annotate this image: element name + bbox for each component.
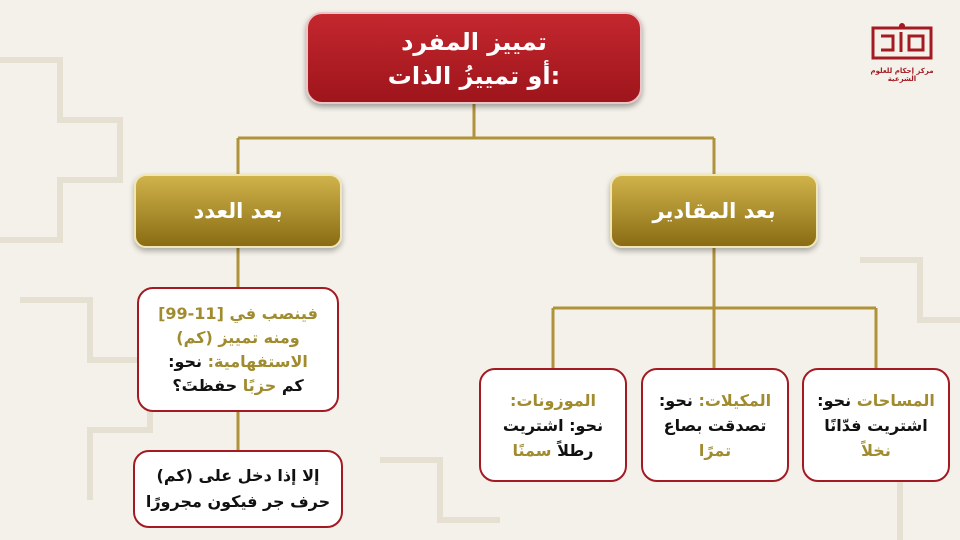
number-rule-line4b: حزبًا (242, 375, 277, 395)
leaf-areas-nahw: نحو: (817, 390, 857, 410)
leaf-measures (641, 368, 789, 482)
leaf-weights-line3 (513, 438, 594, 463)
root-title-line1: تمييز المفرد (401, 28, 547, 56)
leaf-measures-nahw: نحو: (658, 390, 699, 410)
number-rule-line3b: نحو: (168, 351, 208, 371)
root-node (306, 12, 642, 104)
leaf-measures-line2: تصدقت بصاع (663, 415, 767, 435)
leaf-areas-label: المساحات (856, 390, 935, 410)
number-rule-line1: فينصب في [11-99] (158, 303, 318, 323)
root-title-line2: أو تمييزُ الذات: (387, 62, 561, 90)
leaf-weights-line3b: سمنًا (512, 440, 552, 460)
leaf-areas-line2: اشتريت فدّانًا (824, 415, 928, 435)
logo-text: مركز إحكام للعلوم الشرعية (870, 67, 934, 83)
leaf-measures-label: المكيلات: (698, 390, 772, 410)
leaf-areas-line3: نخلاً (861, 440, 891, 460)
branch-after-number (134, 174, 342, 248)
number-rule-line3 (168, 350, 308, 374)
number-rule-line4a: كم (276, 375, 304, 395)
leaf-measures-line3: تمرًا (698, 440, 732, 460)
leaf-weights-label: الموزونات: (510, 390, 596, 410)
leaf-areas (802, 368, 950, 482)
leaf-weights (479, 368, 627, 482)
logo-mark (871, 22, 933, 62)
number-rule-box (137, 287, 339, 412)
number-rule-line4c: حفظتَ؟ (172, 375, 243, 395)
number-rule-line4 (172, 374, 303, 398)
branch-after-number-label: بعد العدد (193, 199, 283, 223)
branch-after-amounts-label: بعد المقادير (652, 199, 776, 223)
number-rule-line3a: الاستفهامية: (207, 351, 308, 371)
exception-box (133, 450, 343, 528)
exception-line2: حرف جر فيكون مجرورًا (145, 492, 331, 511)
exception-line1: إلا إذا دخل على (كم) (156, 466, 320, 485)
number-rule-line2: ومنه تمييز (كم) (176, 327, 300, 347)
leaf-weights-line3a: رطلاً (551, 440, 594, 460)
leaf-areas-line1 (817, 388, 935, 413)
leaf-weights-line2: نحو: اشتريت (502, 415, 604, 435)
logo (866, 22, 938, 94)
branch-after-amounts (610, 174, 818, 248)
leaf-measures-line1 (659, 388, 771, 413)
